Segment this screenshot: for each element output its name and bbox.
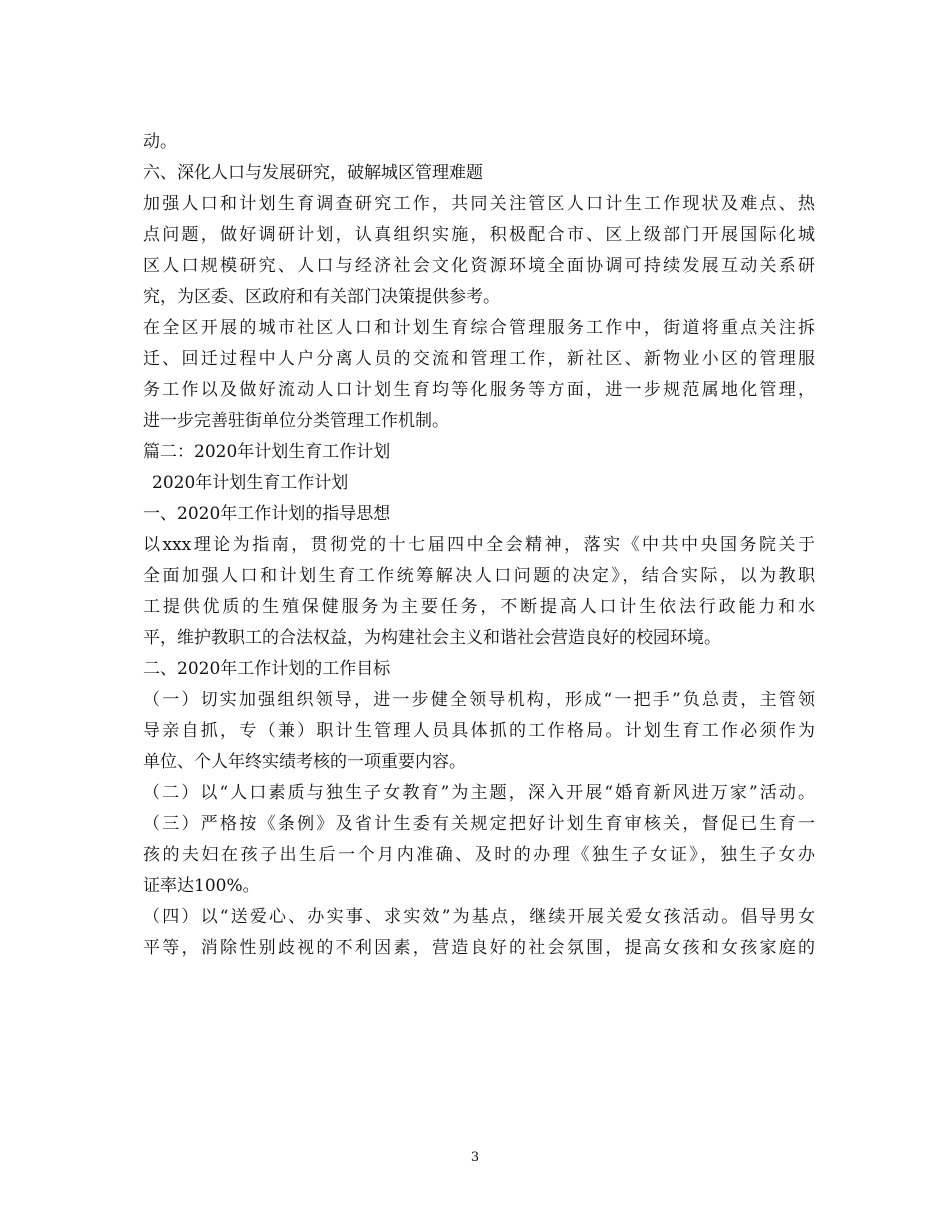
text-line: 导亲自抓，专（兼）职计生管理人员具体抓的工作格局。计划生育工作必须作为 — [143, 721, 815, 741]
text-line: 平，维护教职工的合法权益，为构建社会主义和谐社会营造良好的校园环境。 — [143, 628, 721, 648]
text-line: 证率达100%。 — [143, 876, 260, 896]
page-number: 3 — [470, 1150, 480, 1165]
text-line: 加强人口和计划生育调查研究工作，共同关注管区人口计生工作现状及难点、热 — [143, 194, 815, 214]
text-line: 工提供优质的生殖保健服务为主要任务，不断提高人口计生依法行政能力和水 — [143, 597, 815, 617]
section-heading: 一、2020年工作计划的指导思想 — [143, 504, 391, 524]
text-line: 动。 — [143, 132, 177, 152]
section-heading: 六、深化人口与发展研究，破解城区管理难题 — [143, 163, 483, 183]
document-body — [143, 127, 815, 964]
text-line: 究，为区委、区政府和有关部门决策提供参考。 — [143, 287, 500, 307]
text-line: 单位、个人年终实绩考核的一项重要内容。 — [143, 752, 466, 772]
text-line: 迁、回迁过程中人户分离人员的交流和管理工作，新社区、新物业小区的管理服 — [143, 349, 815, 369]
text-line: 点问题，做好调研计划，认真组织实施，积极配合市、区上级部门开展国际化城 — [143, 225, 815, 245]
text-line: 以xxx理论为指南，贯彻党的十七届四中全会精神，落实《中共中央国务院关于 — [143, 535, 815, 555]
text-line: 进一步完善驻街单位分类管理工作机制。 — [143, 411, 449, 431]
document-title: 2020年计划生育工作计划 — [152, 473, 349, 493]
text-line: 区人口规模研究、人口与经济社会文化资源环境全面协调可持续发展互动关系研 — [143, 256, 815, 276]
text-line: （二）以“人口素质与独生子女教育”为主题，深入开展“婚育新风进万家”活动。 — [143, 783, 815, 803]
text-line: 在全区开展的城市社区人口和计划生育综合管理服务工作中，街道将重点关注拆 — [143, 318, 815, 338]
section-heading: 二、2020年工作计划的工作目标 — [143, 659, 391, 679]
text-line: 孩的夫妇在孩子出生后一个月内准确、及时的办理《独生子女证》，独生子女办 — [143, 845, 815, 865]
text-line: （一）切实加强组织领导，进一步健全领导机构，形成“一把手”负总责，主管领 — [143, 690, 815, 710]
text-line: （四）以“送爱心、办实事、求实效”为基点，继续开展关爱女孩活动。倡导男女 — [143, 907, 815, 927]
text-line: 务工作以及做好流动人口计划生育均等化服务等方面，进一步规范属地化管理， — [143, 380, 815, 400]
chapter-heading: 篇二：2020年计划生育工作计划 — [143, 442, 391, 462]
text-line: （三）严格按《条例》及省计生委有关规定把好计划生育审核关，督促已生育一 — [143, 814, 815, 834]
text-line: 全面加强人口和计划生育工作统筹解决人口问题的决定》，结合实际，以为教职 — [143, 566, 815, 586]
text-line: 平等，消除性别歧视的不利因素，营造良好的社会氛围，提高女孩和女孩家庭的 — [143, 938, 815, 958]
